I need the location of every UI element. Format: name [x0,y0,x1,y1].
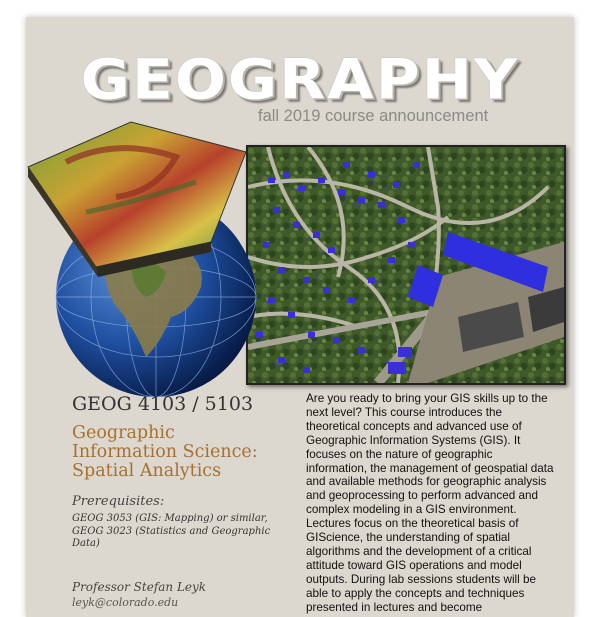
flyer-title: GEOGRAPHY [80,47,520,113]
terrain-model-image [26,112,251,277]
instructor-email[interactable]: leyk@colorado.edu [72,596,179,609]
course-title [72,424,292,481]
course-title-line: Spatial Analytics [72,461,222,481]
prerequisites-text: GEOG 3053 (GIS: Mapping) or similar, GEOG 3023 (Statistics and Geographic Data) [72,513,271,549]
aerial-photo [246,145,566,385]
course-description: Are you ready to bring your GIS skills up to the next level? This course introduces the theoretical concepts and advanced use of Geographic Information Systems (GIS). It focuses on the nature of geographic information, the management of geospatial data and available methods for geographic analysis and geoprocessing to perform advanced and complex modeling in a GIS environment. Lectures focus on the theoretical basis of GIScience, the understanding of spatial algorithms and the development of a critical attitude toward GIS operations and model outputs. During lab sessions students will be able to apply the concepts and techniques presented in lectures and become [306,392,554,614]
course-title-line: Information Science: [72,442,258,462]
prerequisites-heading: Prerequisites: [72,494,165,509]
instructor-name: Professor Stefan Leyk [72,580,207,594]
course-number: GEOG 4103 / 5103 [72,393,254,415]
course-title-line: Geographic [72,423,175,443]
flyer-subtitle: fall 2019 course announcement [258,107,489,125]
course-flyer [26,17,574,617]
